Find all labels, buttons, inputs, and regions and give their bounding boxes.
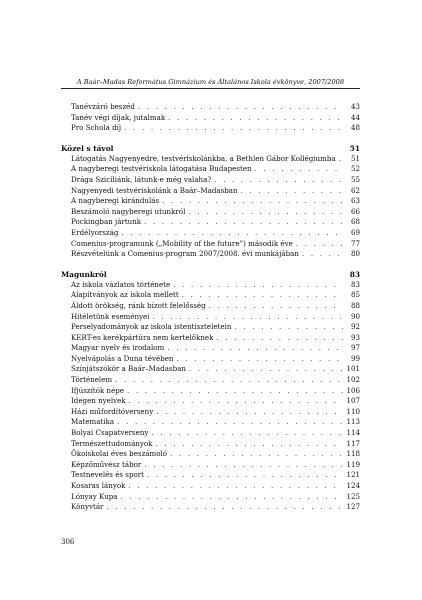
dot-leader — [138, 102, 343, 113]
toc-entry-page: 92 — [350, 322, 360, 332]
toc-entry-title: A nagyberegi kirándulás — [71, 196, 160, 206]
toc-entry[interactable] — [61, 375, 360, 386]
toc-entry-title: Látogatás Nagyenyedre, testvériskolánkba, a Bethlen Gábor Kollégiumba — [71, 153, 336, 163]
toc-entry-title: Beszámoló nagyberegi utunkról — [71, 206, 186, 216]
toc-entry-title: Házi műfordítóverseny — [71, 406, 154, 416]
toc-entry-page: 113 — [346, 417, 360, 427]
dot-leader — [182, 290, 343, 301]
toc-entry-title: Könyvtár — [71, 502, 104, 512]
toc-entry[interactable] — [61, 123, 360, 134]
toc-entry[interactable] — [61, 460, 360, 471]
toc-entry-page: 44 — [350, 112, 360, 122]
toc-entry[interactable] — [61, 196, 360, 207]
toc-entry[interactable] — [61, 449, 360, 460]
toc-entry-title: Erdélyország — [71, 227, 119, 237]
toc-entry[interactable] — [61, 228, 360, 239]
dot-leader — [155, 439, 343, 450]
toc-entry-page: 101 — [346, 364, 360, 374]
toc-entry-page: 69 — [350, 227, 360, 237]
dot-leader — [124, 123, 343, 134]
toc-entry-title: Alapítványok az iskola mellett — [71, 290, 179, 300]
dot-leader — [162, 196, 343, 207]
toc-entry[interactable] — [61, 492, 360, 503]
toc-entry-title: Részvételünk a Comenius-program 2007/2008. évi munkájában — [71, 249, 299, 259]
section-gap — [61, 134, 360, 143]
dot-leader — [153, 312, 343, 323]
toc-entry-page: 124 — [346, 481, 360, 490]
toc-entry-title: Testnevelés és sport — [71, 470, 144, 480]
toc-entry[interactable] — [61, 386, 360, 397]
toc-entry-title: Perselyadományok az iskola istentiszteletein — [71, 322, 232, 332]
toc-entry-page: 107 — [346, 396, 360, 406]
page-number: 306 — [61, 538, 75, 546]
toc-entry[interactable] — [61, 249, 360, 260]
toc-entry-page: 43 — [350, 102, 360, 111]
toc-entry[interactable] — [61, 301, 360, 312]
toc-entry-page: 117 — [346, 438, 360, 448]
toc-entry-title: Ökoiskolai éves beszámoló — [71, 449, 168, 459]
toc-entry[interactable] — [61, 102, 360, 113]
top-entries — [61, 102, 360, 134]
toc-entry[interactable] — [61, 333, 360, 344]
toc-entry-title: Pockingban jártunk — [71, 217, 142, 227]
toc-entry-page: 52 — [350, 164, 360, 174]
toc-entry-page: 102 — [346, 375, 360, 385]
dot-leader — [151, 428, 343, 439]
header-rule — [61, 88, 360, 89]
toc-entry[interactable] — [61, 239, 360, 250]
toc-entry-page: 68 — [350, 217, 360, 227]
toc-entry-page: 97 — [350, 343, 360, 353]
toc-entry[interactable] — [61, 428, 360, 439]
toc-entry-page: 110 — [346, 406, 360, 416]
toc-entry[interactable] — [61, 502, 360, 513]
toc-entry-page: 77 — [350, 238, 360, 248]
toc-entry[interactable] — [61, 407, 360, 418]
toc-entry-title: Magyar nyelv és irodalom — [71, 343, 165, 353]
toc-entry-title: Az iskola vázlatos története — [71, 279, 171, 289]
toc-entry[interactable] — [61, 154, 360, 165]
toc-entry-page: 127 — [346, 502, 360, 512]
toc-entry-page: 80 — [350, 249, 360, 259]
dot-leader — [170, 449, 343, 460]
toc-entry-title: A nagyberegi testvériskola látogatása Budapesten — [71, 164, 252, 174]
dot-leader — [302, 249, 343, 260]
dot-leader — [255, 164, 343, 175]
section-heading[interactable] — [61, 143, 360, 154]
toc-entry-page: 55 — [350, 174, 360, 184]
toc-entry-page: 66 — [350, 206, 360, 216]
toc-entry[interactable] — [61, 364, 360, 375]
toc-entry-page: 118 — [346, 449, 360, 459]
section-page: 51 — [349, 143, 360, 153]
toc-entry-title: Természettudományok — [71, 438, 153, 448]
toc-entry-page: 119 — [346, 459, 360, 469]
dot-leader — [188, 207, 343, 218]
toc-entry-title: Pro Schola díj — [71, 123, 122, 133]
toc-entry-title: Színjátszókör a Baár–Madasban — [71, 364, 186, 374]
toc-entry[interactable] — [61, 186, 360, 197]
dot-leader — [168, 113, 343, 124]
dot-leader — [241, 186, 343, 197]
dot-leader — [147, 470, 343, 481]
dot-leader — [106, 502, 343, 513]
toc-entry-page: 99 — [350, 353, 360, 363]
toc-entry[interactable] — [61, 343, 360, 354]
toc-entry-title: Kosaras lányok — [71, 481, 126, 490]
toc-entry-title: KERT-es kerékpártúra nem kertelőknek — [71, 332, 214, 342]
dot-leader — [176, 354, 343, 365]
dot-leader — [144, 460, 343, 471]
toc-entry-title: Lónyay Kupa — [71, 491, 118, 501]
toc-entry[interactable] — [61, 217, 360, 228]
toc-entry-title: Ifjúszítók népe — [71, 385, 125, 395]
toc-entry-page: 90 — [350, 311, 360, 321]
toc-entry[interactable] — [61, 481, 360, 492]
toc-entry-title: Drága Szicíliánk, látunk-e még valaha? — [71, 174, 212, 184]
dot-leader — [128, 481, 343, 492]
toc-entry[interactable] — [61, 207, 360, 218]
toc-entry-page: 62 — [350, 185, 360, 195]
dot-leader — [296, 239, 343, 250]
toc-entry-title: Bolyai Csapatverseny — [71, 428, 149, 438]
toc-entry-title: Nagyenyedi testvériskolánk a Baár–Madasban — [71, 185, 238, 195]
dot-leader — [117, 417, 343, 428]
toc-entry[interactable] — [61, 312, 360, 323]
dot-leader — [216, 333, 343, 344]
toc-entry-title: Képzőművész tábor — [71, 459, 142, 469]
dot-leader — [234, 322, 343, 333]
toc-entry-title: Történelem — [71, 375, 113, 385]
dot-leader — [167, 343, 343, 354]
toc-entry[interactable] — [61, 175, 360, 186]
toc-entry-page: 93 — [350, 332, 360, 342]
toc-entry-title: Nyelvápolás a Duna tévében — [71, 353, 174, 363]
toc-entry[interactable] — [61, 439, 360, 450]
toc-entry-title: Tanév végi díjak, jutalmak — [71, 112, 166, 122]
toc-entry[interactable] — [61, 417, 360, 428]
dot-leader — [127, 386, 343, 397]
dot-leader — [173, 280, 343, 291]
toc-entry[interactable] — [61, 290, 360, 301]
toc-entry-title: Tanévzáró beszéd — [71, 102, 135, 111]
toc-entry[interactable] — [61, 322, 360, 333]
toc-entry[interactable] — [61, 354, 360, 365]
dot-leader — [209, 301, 343, 312]
dot-leader — [129, 396, 343, 407]
table-of-contents — [61, 102, 360, 513]
section-magunkrol — [61, 269, 360, 513]
toc-entry-page: 125 — [346, 491, 360, 501]
section-heading[interactable] — [61, 269, 360, 280]
dot-leader — [115, 375, 343, 386]
toc-entry-page: 106 — [346, 385, 360, 395]
toc-entry-page: 48 — [350, 123, 360, 133]
toc-entry-page: 85 — [350, 290, 360, 300]
toc-entry-page: 121 — [346, 470, 360, 480]
toc-entry-page: 63 — [350, 196, 360, 206]
dot-leader — [121, 492, 343, 503]
toc-entry-page: 51 — [350, 153, 360, 163]
section-title: Magunkról — [61, 269, 107, 279]
toc-entry-page: 114 — [346, 428, 360, 438]
toc-entry[interactable] — [61, 280, 360, 291]
section-page: 83 — [349, 269, 360, 279]
toc-entry[interactable] — [61, 164, 360, 175]
dot-leader — [144, 217, 343, 228]
dot-leader — [121, 228, 343, 239]
toc-entry-title: Idegen nyelvek — [71, 396, 126, 406]
toc-entry-title: Hitéletünk eseményei — [71, 311, 150, 321]
dot-leader — [214, 175, 343, 186]
section-title: Közel s távol — [61, 143, 114, 153]
section-kozel-s-tavol — [61, 143, 360, 260]
section-gap — [61, 260, 360, 269]
toc-entry-page: 88 — [350, 300, 360, 310]
dot-leader — [156, 407, 343, 418]
toc-entry-page: 83 — [350, 279, 360, 289]
running-header: A Baár–Madas Református Gimnázium és Általános Iskola évkönyve, 2007/2008 — [76, 78, 345, 86]
toc-entry[interactable] — [61, 113, 360, 124]
toc-entry-title: Matematika — [71, 417, 115, 427]
dot-leader — [339, 154, 343, 165]
dot-leader — [189, 364, 343, 375]
toc-entry-title: Comenius-programunk („Mobility of the future”) második éve — [71, 238, 293, 248]
toc-entry-title: Áldott örökség, ránk bízott felelősség — [71, 300, 206, 310]
toc-entry[interactable] — [61, 396, 360, 407]
toc-entry[interactable] — [61, 470, 360, 481]
